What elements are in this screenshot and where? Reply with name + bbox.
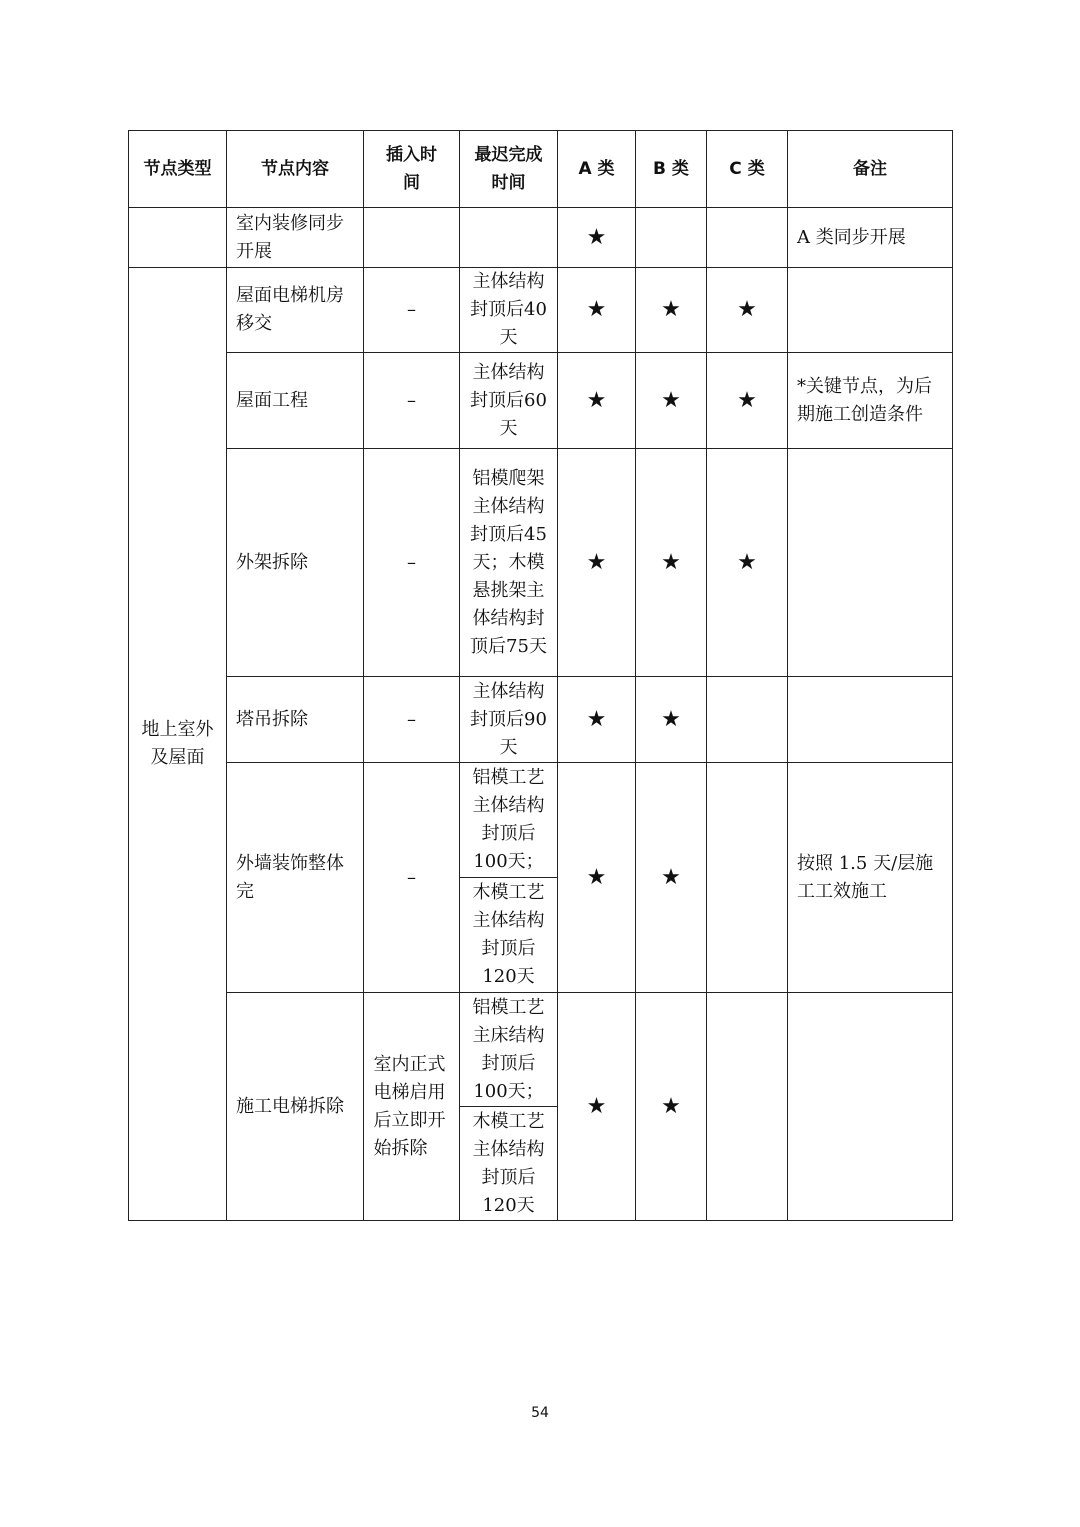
class-b-star: ★ <box>636 353 707 449</box>
remarks-cell <box>788 993 953 1221</box>
table-row <box>129 763 953 878</box>
class-c-star: ★ <box>707 449 788 677</box>
class-b-star: ★ <box>636 993 707 1221</box>
deadline-text: 木模工艺主体结构封顶后120天 <box>472 1110 545 1216</box>
table-header-row <box>129 131 953 208</box>
remarks-cell: 按照 1.5 天/层施工工效施工 <box>788 763 953 993</box>
deadline-cell <box>460 353 558 449</box>
insert-time-cell <box>364 208 460 268</box>
insert-time-cell: – <box>364 353 460 449</box>
insert-time-cell: – <box>364 763 460 993</box>
node-content-cell: 外架拆除 <box>227 449 364 677</box>
insert-time-cell: – <box>364 268 460 353</box>
class-a-star: ★ <box>558 677 636 763</box>
insert-time-cell: – <box>364 449 460 677</box>
page-number: 54 <box>531 1405 549 1421</box>
node-content-cell: 塔吊拆除 <box>227 677 364 763</box>
header-class-c: C 类 <box>707 131 788 208</box>
class-a-star: ★ <box>558 763 636 993</box>
table-row <box>129 993 953 1107</box>
node-type-group-text: 地上室外及屋面 <box>141 719 214 768</box>
header-deadline-text: 最迟完成时间 <box>474 145 543 193</box>
class-c-star <box>707 208 788 268</box>
deadline-text: 主体结构封顶后90天 <box>470 680 547 758</box>
class-c-star <box>707 763 788 993</box>
node-type-group-cell <box>129 268 227 1221</box>
remarks-cell: *关键节点，为后期施工创造条件 <box>788 353 953 449</box>
class-a-star: ★ <box>558 993 636 1221</box>
header-remarks: 备注 <box>788 131 953 208</box>
remarks-cell: A 类同步开展 <box>788 208 953 268</box>
deadline-cell <box>460 677 558 763</box>
header-class-a: A 类 <box>558 131 636 208</box>
insert-time-cell: – <box>364 677 460 763</box>
deadline-cell-lower <box>460 1107 558 1221</box>
deadline-text: 铝模工艺主体结构封顶后100天； <box>472 767 545 872</box>
node-content-cell: 室内装修同步开展 <box>227 208 364 268</box>
deadline-cell-upper <box>460 993 558 1107</box>
node-type-cell <box>129 208 227 268</box>
class-c-star <box>707 677 788 763</box>
insert-time-text: 室内正式电梯启用后立即开始拆除 <box>373 1053 446 1159</box>
remarks-cell <box>788 677 953 763</box>
table-row <box>129 677 953 763</box>
class-a-star: ★ <box>558 353 636 449</box>
insert-time-cell <box>364 993 460 1221</box>
class-b-star: ★ <box>636 449 707 677</box>
class-b-star: ★ <box>636 763 707 993</box>
deadline-text: 主体结构封顶后60天 <box>470 361 547 439</box>
class-a-star: ★ <box>558 268 636 353</box>
node-content-cell: 屋面工程 <box>227 353 364 449</box>
deadline-cell <box>460 208 558 268</box>
class-c-star: ★ <box>707 268 788 353</box>
header-class-b: B 类 <box>636 131 707 208</box>
deadline-text: 主体结构封顶后40天 <box>470 271 547 348</box>
deadline-cell-upper <box>460 763 558 878</box>
class-c-star <box>707 993 788 1221</box>
remarks-cell <box>788 449 953 677</box>
deadline-cell-lower <box>460 878 558 993</box>
node-content-cell: 外墙装饰整体完 <box>227 763 364 993</box>
deadline-text: 铝模爬架主体结构封顶后45天；木模悬挑架主体结构封顶后75天 <box>470 467 547 657</box>
table-row <box>129 208 953 268</box>
class-a-star: ★ <box>558 449 636 677</box>
deadline-cell <box>460 268 558 353</box>
header-insert-time-text: 插入时间 <box>386 145 437 193</box>
node-schedule-table <box>128 130 953 1221</box>
header-node-content: 节点内容 <box>227 131 364 208</box>
deadline-text: 木模工艺主体结构封顶后120天 <box>472 882 545 987</box>
node-content-cell: 施工电梯拆除 <box>227 993 364 1221</box>
class-c-star: ★ <box>707 353 788 449</box>
deadline-text: 铝模工艺主床结构封顶后100天； <box>472 996 545 1102</box>
table-row <box>129 449 953 677</box>
header-insert-time <box>364 131 460 208</box>
class-b-star: ★ <box>636 268 707 353</box>
class-a-star: ★ <box>558 208 636 268</box>
header-node-type: 节点类型 <box>129 131 227 208</box>
class-b-star: ★ <box>636 677 707 763</box>
class-b-star <box>636 208 707 268</box>
table-row <box>129 353 953 449</box>
node-content-cell: 屋面电梯机房移交 <box>227 268 364 353</box>
remarks-cell <box>788 268 953 353</box>
header-deadline <box>460 131 558 208</box>
table-row <box>129 268 953 353</box>
deadline-cell <box>460 449 558 677</box>
